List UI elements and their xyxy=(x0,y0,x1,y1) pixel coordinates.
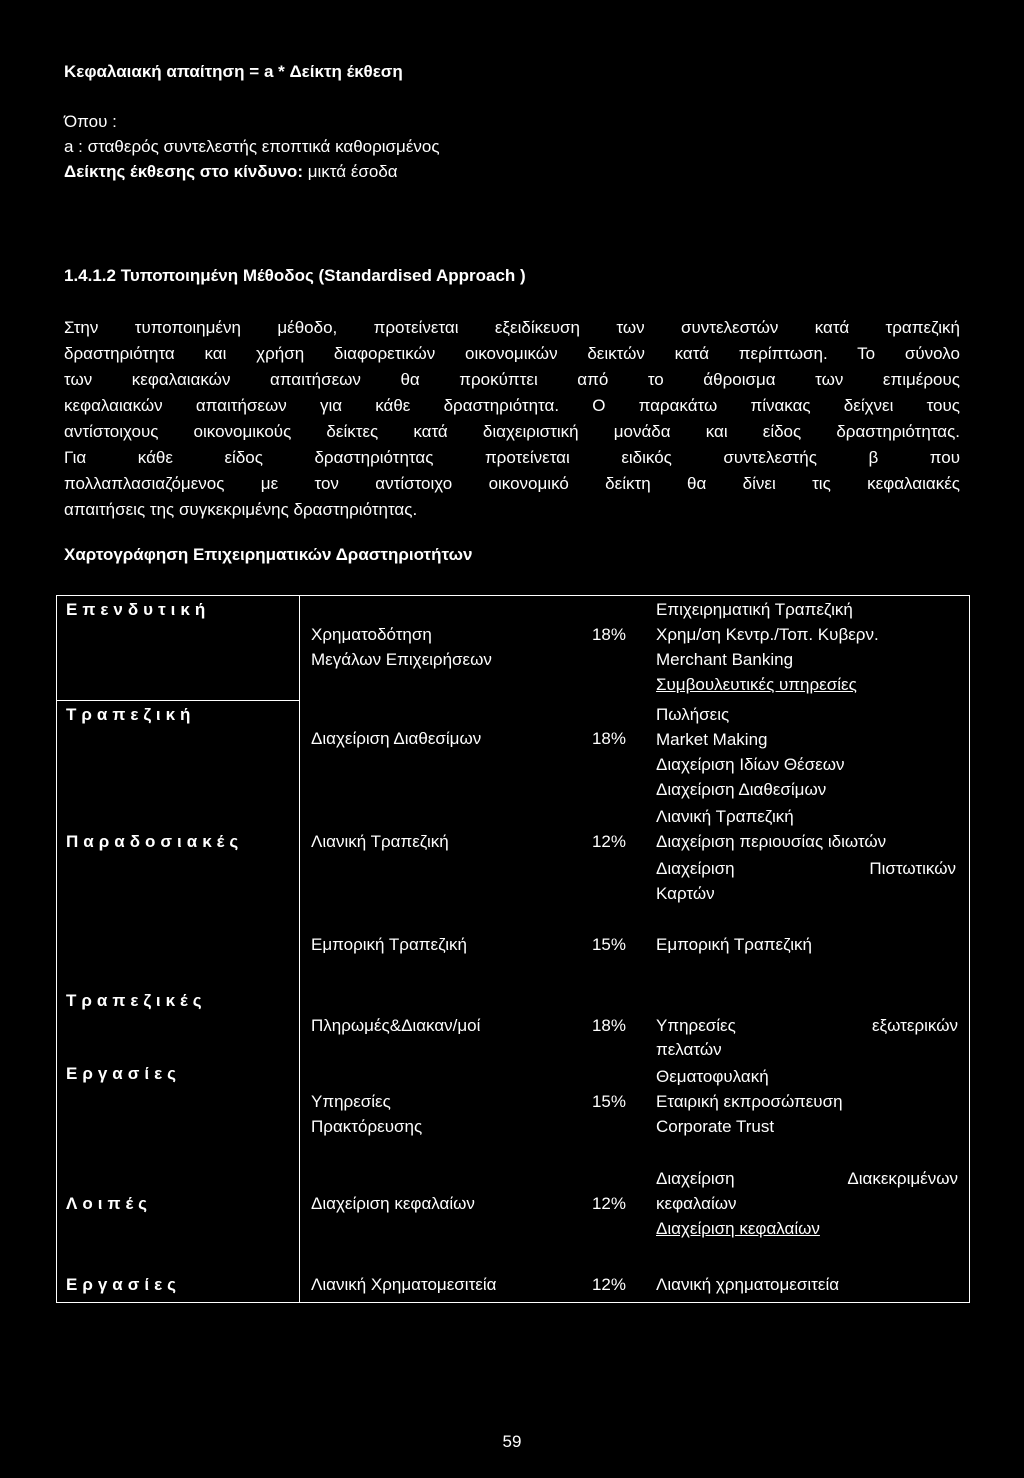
activity-cell: Χρηματοδότηση xyxy=(311,625,432,644)
beta-value: 18% xyxy=(591,729,626,748)
table-divider xyxy=(56,700,300,701)
unit-cell-justified xyxy=(656,856,956,881)
paragraph-line: απαιτήσεις της συγκεκριμένης δραστηριότητας. xyxy=(64,500,418,519)
paragraph-line: πολλαπλασιαζόμενος με τον αντίστοιχο οικονομικό δείκτη θα δίνει τις κεφαλαιακές xyxy=(64,474,960,493)
unit-cell: πελατών xyxy=(656,1040,722,1059)
paragraph-line: Για κάθε είδος δραστηριότητας προτείνεται ειδικός συντελεστής β που xyxy=(64,448,960,467)
unit-cell: Διαχείριση Διαθεσίμων xyxy=(656,780,827,799)
unit-word: Πιστωτικών xyxy=(869,859,956,878)
table-column-divider xyxy=(299,595,300,1303)
category-investment: Επενδυτική xyxy=(66,600,211,619)
unit-cell: Επιχειρηματική Τραπεζική xyxy=(656,600,853,619)
unit-cell: Corporate Trust xyxy=(656,1117,775,1136)
beta-value: 12% xyxy=(591,832,626,851)
activity-cell: Υπηρεσίες xyxy=(311,1092,391,1111)
paragraph-line: δραστηριότητα και χρήση διαφορετικών οικονομικών δεικτών κατά περίπτωση. Το σύνολο xyxy=(64,344,960,363)
paragraph-line: κεφαλαιακών απαιτήσεων για κάθε δραστηριότητα. Ο παρακάτω πίνακας δείχνει τους xyxy=(64,396,960,415)
activity-cell: Πρακτόρευσης xyxy=(311,1117,423,1136)
unit-cell: Θεματοφυλακή xyxy=(656,1067,769,1086)
definition-a: a : σταθερός συντελεστής εποπτικά καθορισμένος xyxy=(64,137,440,156)
table-title: Χαρτογράφηση Επιχειρηματικών Δραστηριοτήτων xyxy=(64,545,473,564)
definition-index-value: μικτά έσοδα xyxy=(307,162,398,181)
unit-cell: Εμπορική Τραπεζική xyxy=(656,935,813,954)
category-other: Λοιπές xyxy=(66,1194,152,1213)
category-traditional: Παραδοσιακές xyxy=(66,832,244,851)
activity-cell: Λιανική Τραπεζική xyxy=(311,832,449,851)
paragraph-line: Στην τυποποιημένη μέθοδο, προτείνεται εξειδίκευση των συντελεστών κατά τραπεζική xyxy=(64,318,960,337)
section-heading: 1.4.1.2 Τυποποιημένη Μέθοδος (Standardised Approach ) xyxy=(64,266,526,285)
table-border-bottom xyxy=(56,1302,970,1303)
activity-cell: Διαχείριση Διαθεσίμων xyxy=(311,729,482,748)
unit-cell: Πωλήσεις xyxy=(656,705,730,724)
unit-cell: Λιανική Τραπεζική xyxy=(656,807,794,826)
unit-cell: Διαχείριση περιουσίας ιδιωτών xyxy=(656,832,887,851)
paragraph-line: αντίστοιχους οικονομικούς δείκτες κατά διαχειριστική μονάδα και είδος δραστηριότητας. xyxy=(64,422,960,441)
beta-value: 15% xyxy=(591,1092,626,1111)
unit-cell: Market Making xyxy=(656,730,768,749)
beta-value: 18% xyxy=(591,1016,626,1035)
table-border-left xyxy=(56,595,57,1303)
unit-cell: Merchant Banking xyxy=(656,650,794,669)
activity-cell: Εμπορική Τραπεζική xyxy=(311,935,468,954)
unit-cell: Υπηρεσίες εξωτερικών xyxy=(656,1016,958,1035)
table-border-top xyxy=(56,595,970,596)
unit-word: Διαχείριση xyxy=(656,859,735,878)
unit-cell: Διαχείριση Ιδίων Θέσεων xyxy=(656,755,845,774)
beta-value: 15% xyxy=(591,935,626,954)
formula-line: Κεφαλαιακή απαίτηση = a * Δείκτη έκθεση xyxy=(64,62,403,81)
unit-cell: κεφαλαίων xyxy=(656,1194,737,1213)
unit-cell: Διαχείριση κεφαλαίων xyxy=(656,1219,820,1238)
category-banking: Τραπεζική xyxy=(66,705,196,724)
table-border-right xyxy=(969,595,970,1303)
activity-cell: Μεγάλων Επιχειρήσεων xyxy=(311,650,492,669)
unit-cell: Λιανική χρηματομεσιτεία xyxy=(656,1275,840,1294)
unit-cell: Διαχείριση Διακεκριμένων xyxy=(656,1169,958,1188)
unit-cell: Καρτών xyxy=(656,884,715,903)
page-number: 59 xyxy=(502,1432,522,1451)
category-services-2: Εργασίες xyxy=(66,1275,182,1294)
activity-cell: Διαχείριση κεφαλαίων xyxy=(311,1194,475,1213)
beta-value: 12% xyxy=(591,1275,626,1294)
definition-index-label: Δείκτης έκθεσης στο κίνδυνο: xyxy=(64,162,303,181)
where-label: Όπου : xyxy=(64,112,117,131)
paragraph-line: των κεφαλαιακών απαιτήσεων θα προκύπτει από το άθροισμα των επιμέρους xyxy=(64,370,960,389)
category-services: Εργασίες xyxy=(66,1064,182,1083)
unit-cell: Χρημ/ση Κεντρ./Τοπ. Κυβερν. xyxy=(656,625,879,644)
unit-cell: Εταιρική εκπροσώπευση xyxy=(656,1092,843,1111)
activity-cell: Πληρωμές&Διακαν/μοί xyxy=(311,1016,481,1035)
activity-cell: Λιανική Χρηματομεσιτεία xyxy=(311,1275,497,1294)
unit-cell: Συμβουλευτικές υπηρεσίες xyxy=(656,675,857,694)
beta-value: 18% xyxy=(591,625,626,644)
beta-value: 12% xyxy=(591,1194,626,1213)
category-banking-services: Τραπεζικές xyxy=(66,991,207,1010)
